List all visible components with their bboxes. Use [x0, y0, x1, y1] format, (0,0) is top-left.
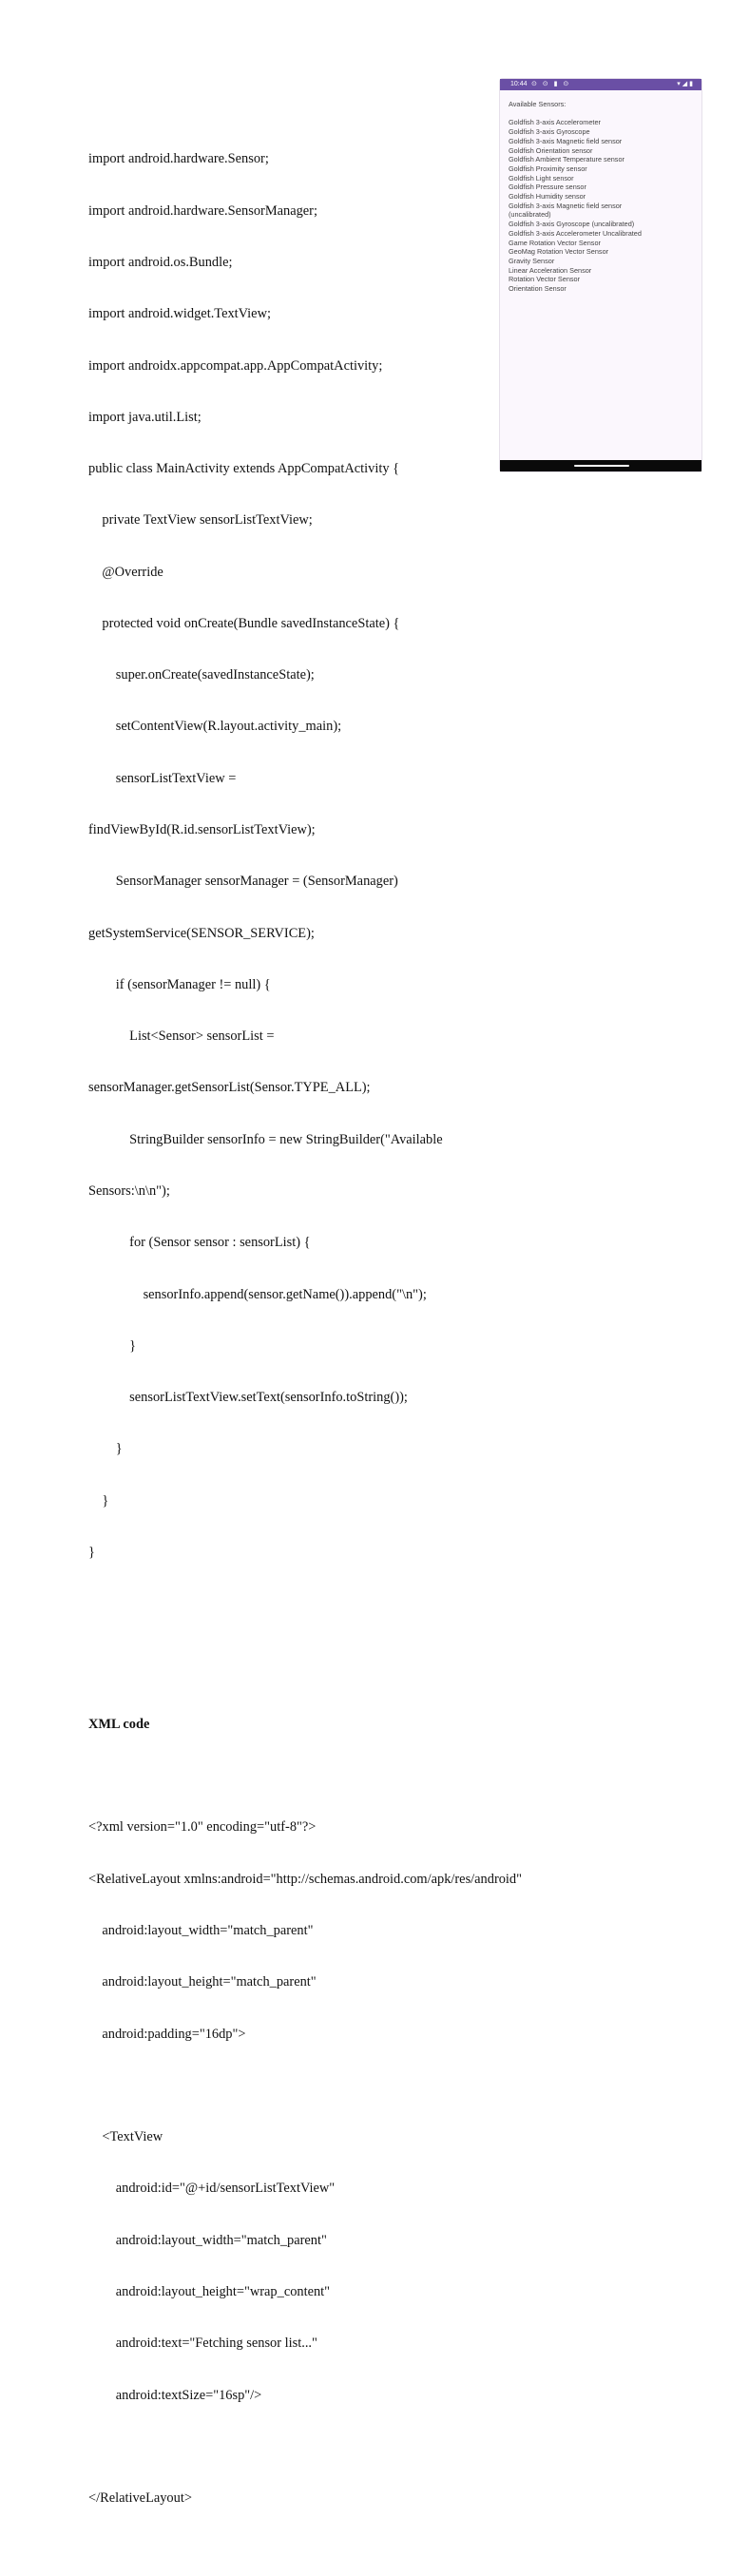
sensor-item: Goldfish Light sensor	[509, 173, 574, 183]
code-line: android:textSize="16sp"/>	[88, 2387, 262, 2403]
code-line: <TextView	[88, 2129, 163, 2145]
status-time: 10:44	[510, 81, 528, 87]
blank-line	[88, 1647, 583, 1664]
sensor-item: Goldfish 3-axis Accelerometer	[509, 118, 601, 127]
code-line: <RelativeLayout xmlns:android="http://schemas.android.com/apk/res/android"	[88, 1871, 523, 1887]
code-line: import android.hardware.SensorManager;	[88, 202, 317, 219]
sensor-item: Goldfish 3-axis Gyroscope (uncalibrated)	[509, 220, 635, 229]
code-line: android:layout_width="match_parent"	[88, 1923, 314, 1939]
code-line: }	[88, 1441, 123, 1457]
code-line: import java.util.List;	[88, 409, 202, 425]
code-line: protected void onCreate(Bundle savedInstanceState) {	[88, 615, 400, 631]
code-line: setContentView(R.layout.activity_main);	[88, 719, 342, 735]
navigation-bar	[500, 460, 701, 471]
code-line: if (sensorManager != null) {	[88, 976, 271, 992]
code-line: Sensors:\n\n");	[88, 1183, 170, 1199]
code-line: findViewById(R.id.sensorListTextView);	[88, 822, 316, 838]
sensor-list-text-view	[509, 100, 699, 294]
sensor-item: Orientation Sensor	[509, 284, 567, 294]
code-line: android:padding="16dp">	[88, 2026, 246, 2042]
code-line: StringBuilder sensorInfo = new StringBuilder("Available	[88, 1131, 443, 1147]
code-line: SensorManager sensorManager = (SensorManager)	[88, 874, 398, 890]
sensor-item: Goldfish Orientation sensor	[509, 145, 593, 155]
code-line: List<Sensor> sensorList =	[88, 1028, 275, 1045]
sensor-item: (uncalibrated)	[509, 210, 551, 220]
sensor-item: Goldfish Ambient Temperature sensor	[509, 155, 624, 164]
sensor-item: Linear Acceleration Sensor	[509, 265, 592, 275]
code-line: import android.os.Bundle;	[88, 254, 233, 270]
code-line: sensorInfo.append(sensor.getName()).append("\n");	[88, 1286, 427, 1302]
code-line	[88, 2438, 583, 2455]
code-line: sensorManager.getSensorList(Sensor.TYPE_ALL);	[88, 1080, 371, 1096]
code-line: sensorListTextView.setText(sensorInfo.toString());	[88, 1390, 408, 1406]
sensor-item: Game Rotation Vector Sensor	[509, 238, 601, 247]
code-line: }	[88, 1492, 109, 1509]
code-line: @Override	[88, 564, 163, 580]
xml-heading: XML code	[88, 1716, 150, 1732]
wifi-signal-battery-icon: ▾◢▮	[677, 81, 695, 87]
phone-screenshot	[499, 78, 702, 472]
code-line: }	[88, 1337, 137, 1354]
code-line: sensorListTextView =	[88, 770, 237, 786]
code-line: android:text="Fetching sensor list..."	[88, 2336, 317, 2352]
sensor-list-heading: Available Sensors:	[509, 100, 567, 108]
notification-icons: ⊙ ⊙ ▮ ⊙	[531, 81, 571, 87]
code-line: <?xml version="1.0" encoding="utf-8"?>	[88, 1819, 317, 1836]
code-line: public class MainActivity extends AppCompatActivity {	[88, 461, 400, 477]
status-bar	[500, 79, 701, 90]
sensor-item: Goldfish 3-axis Gyroscope	[509, 127, 590, 137]
sensor-item: Goldfish 3-axis Accelerometer Uncalibrated	[509, 228, 642, 238]
code-line: import android.hardware.Sensor;	[88, 151, 269, 167]
home-gesture-handle[interactable]	[574, 465, 629, 467]
code-line: </RelativeLayout>	[88, 2490, 192, 2507]
sensor-item: Gravity Sensor	[509, 256, 555, 265]
sensor-item: Goldfish 3-axis Magnetic field sensor	[509, 201, 623, 210]
code-line: super.onCreate(savedInstanceState);	[88, 667, 315, 683]
sensor-item: Rotation Vector Sensor	[509, 275, 581, 284]
code-line: import android.widget.TextView;	[88, 306, 271, 322]
xml-code	[88, 1784, 583, 2541]
code-line: android:layout_height="match_parent"	[88, 1974, 317, 1990]
sensor-item: Goldfish Humidity sensor	[509, 192, 586, 202]
code-line: android:id="@+id/sensorListTextView"	[88, 2181, 336, 2197]
code-line: android:layout_width="match_parent"	[88, 2232, 327, 2248]
code-line: import androidx.appcompat.app.AppCompatActivity;	[88, 357, 383, 374]
sensor-item: GeoMag Rotation Vector Sensor	[509, 247, 609, 257]
code-line: private TextView sensorListTextView;	[88, 512, 313, 529]
sensor-item: Goldfish Proximity sensor	[509, 163, 587, 173]
sensor-item: Goldfish 3-axis Magnetic field sensor	[509, 136, 623, 145]
code-line: for (Sensor sensor : sensorList) {	[88, 1235, 311, 1251]
code-line	[88, 2077, 583, 2094]
code-line: }	[88, 1544, 95, 1560]
code-line: android:layout_height="wrap_content"	[88, 2284, 331, 2299]
sensor-item: Goldfish Pressure sensor	[509, 183, 586, 192]
code-line: getSystemService(SENSOR_SERVICE);	[88, 925, 315, 941]
